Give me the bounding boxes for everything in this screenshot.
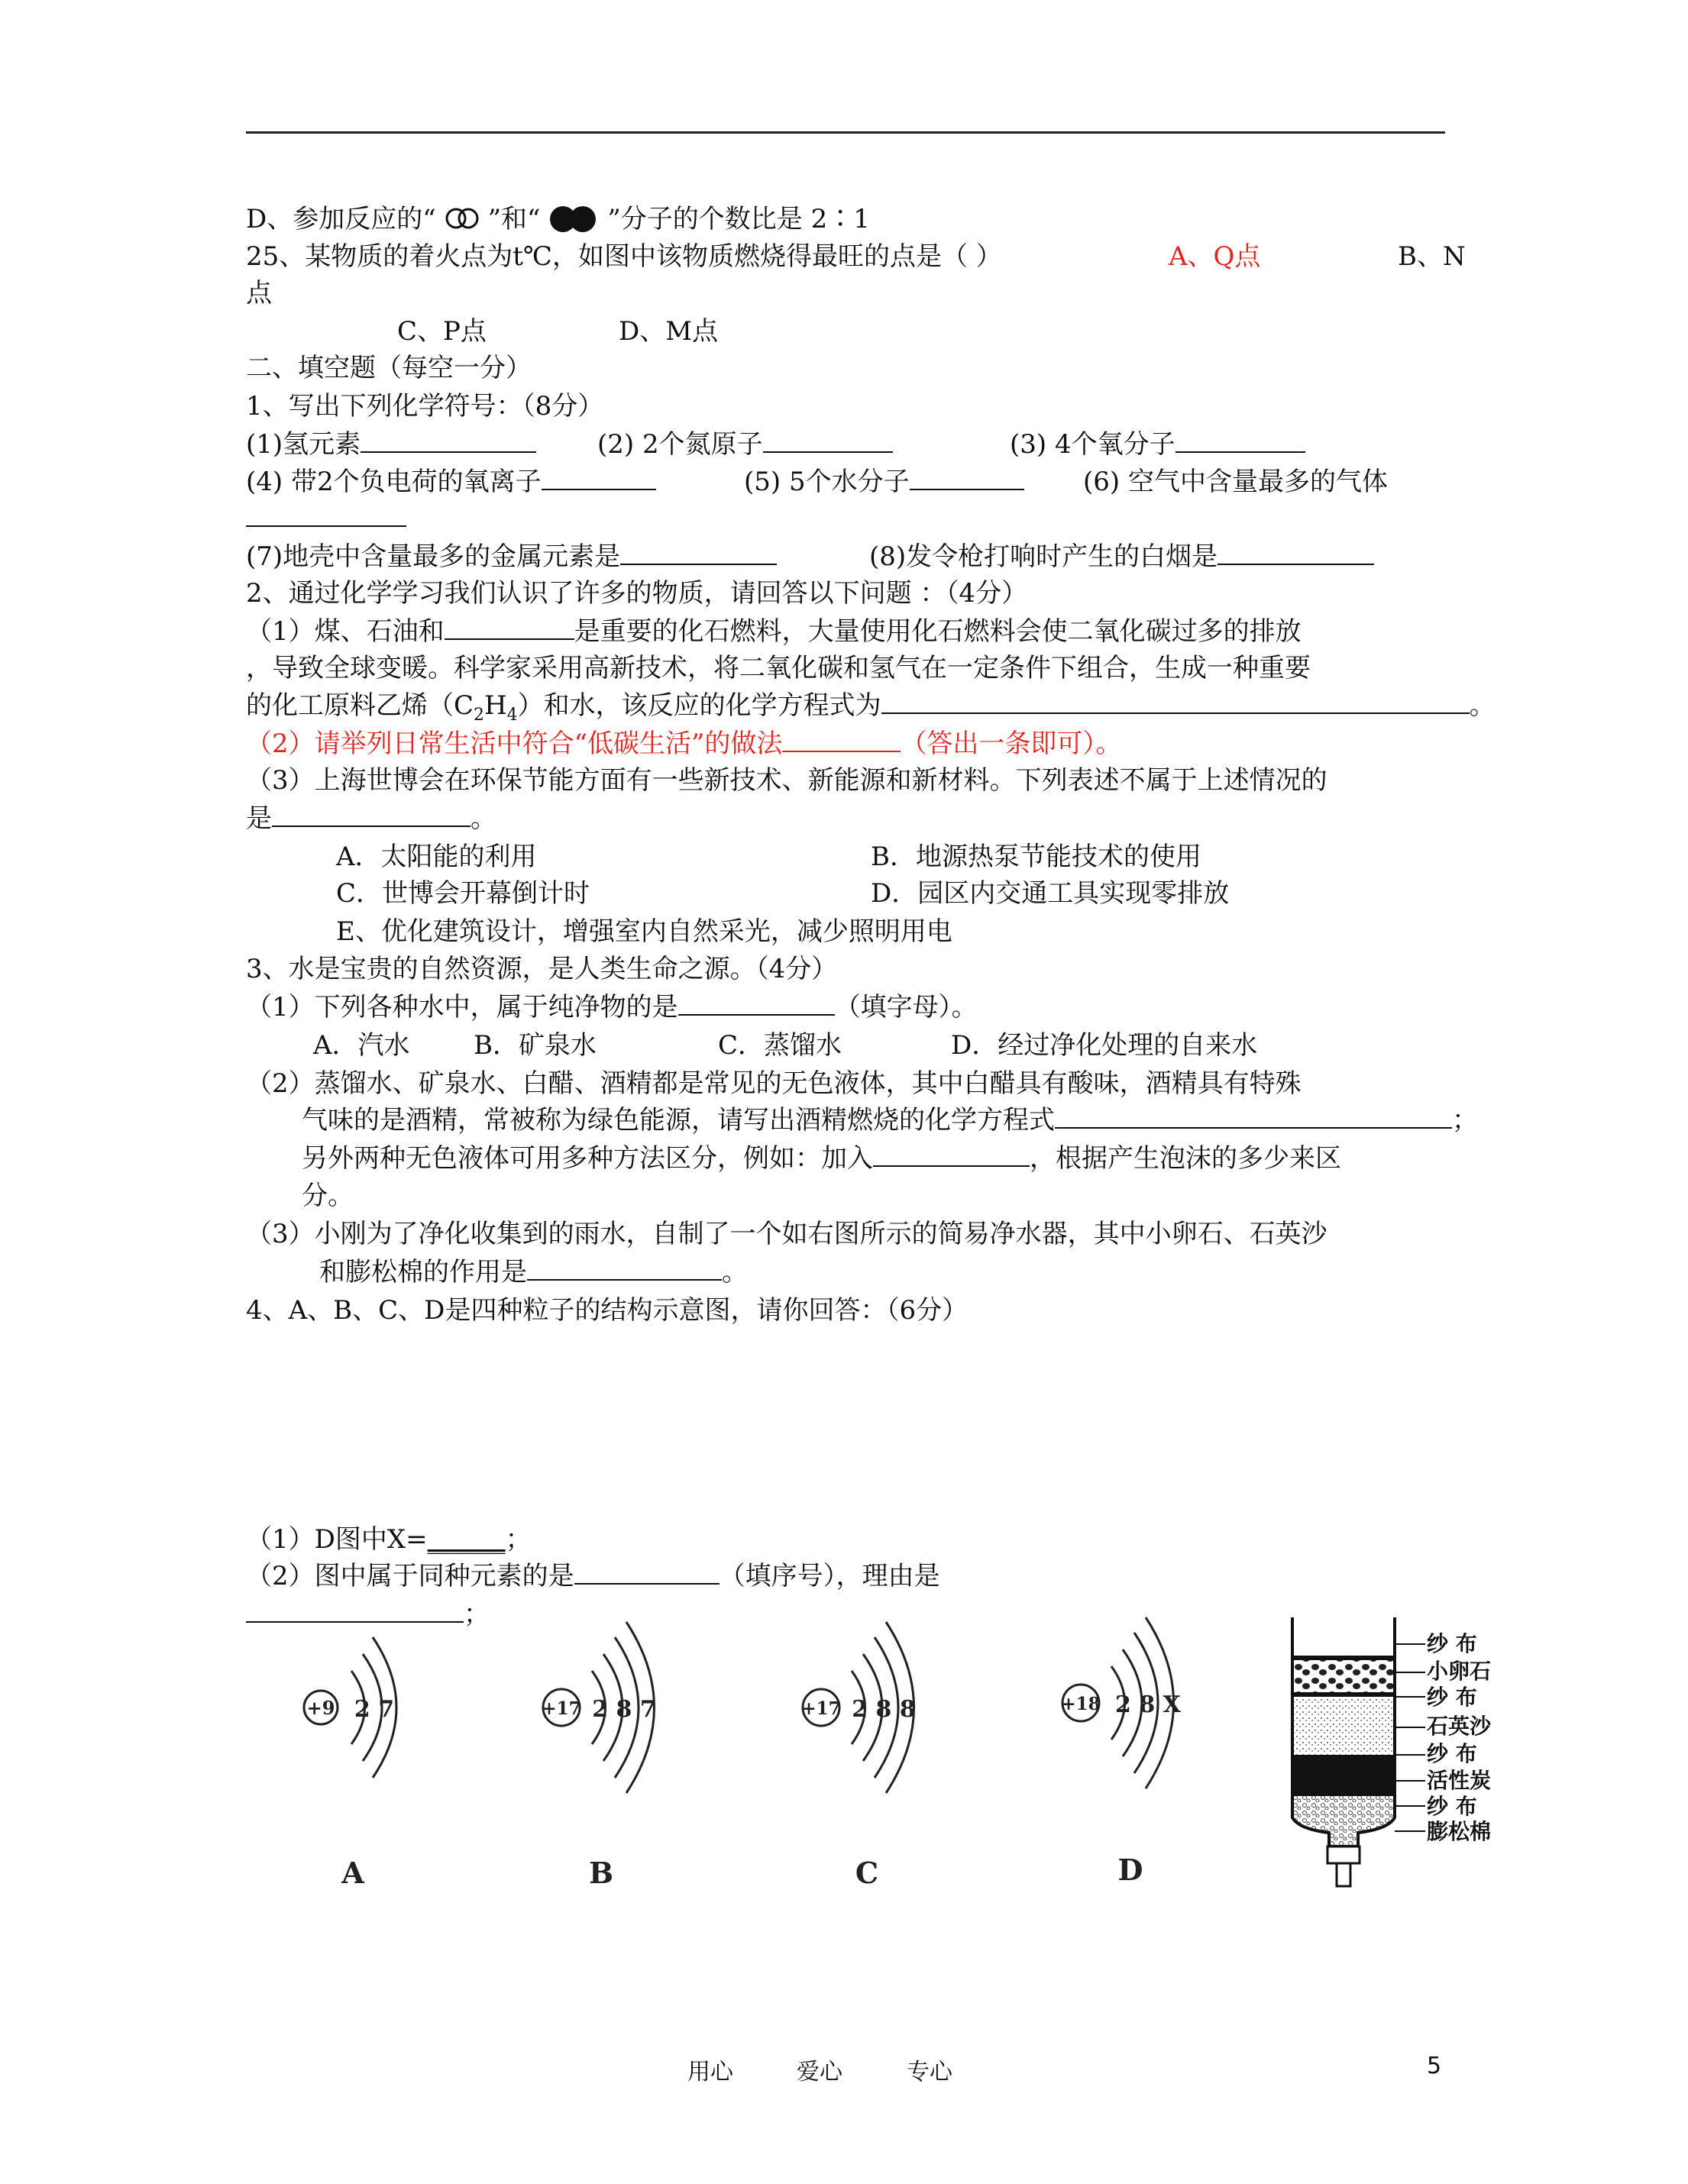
q1-title: 1、写出下列化学符号：（8分） [246,391,604,422]
q3-option-c: C．蒸馏水 [718,1030,842,1061]
filter-label: 石英沙 [1427,1714,1492,1739]
nucleus-label: +17 [801,1698,841,1719]
q2-part1-line2: ，导致全球变暖。科学家采用高新技术，将二氧化碳和氢气在一定条件下组合，生成一种重要 [246,653,1311,683]
q4-title: 4、A、B、C、D是四种粒子的结构示意图，请你回答：（6分） [246,1295,968,1326]
q2-option-d: D．园区内交通工具实现零排放 [871,878,1230,909]
footer-text-3: 专心 [907,2059,952,2085]
section-title: 二、填空题（每空一分） [246,353,532,383]
q4-part3: ； [246,1596,490,1633]
answer-blank[interactable]: ______ [427,1524,506,1555]
q4-part2: （2）图中属于同种元素的是 （填序号），理由是 [246,1558,940,1594]
diagram-label: C [855,1856,879,1890]
q3-part1: （1）下列各种水中，属于纯净物的是 （填字母）。 [246,989,978,1026]
filter-label: 活性炭 [1427,1768,1492,1793]
q3-part2-line4: 分。 [302,1181,354,1211]
filter-label: 纱 布 [1427,1741,1477,1766]
q2-option-e: E、优化建筑设计，增强室内自然采光，减少照明用电 [336,916,952,947]
q3-part2-line2: 气味的是酒精，常被称为绿色能源，请写出酒精燃烧的化学方程式 ； [302,1102,1478,1139]
water-filter-diagram [1292,1617,1492,1886]
nucleus-label: +18 [1061,1694,1101,1714]
q2-option-b: B．地源热泵节能技术的使用 [871,842,1201,872]
atom-c [801,1622,915,1890]
footer-text-2: 爱心 [797,2059,842,2085]
diagram-label: B [588,1856,614,1890]
q25-option-c: C、P点 [397,316,487,347]
q25-option-d: D、M点 [619,316,719,347]
q24-option-d: D、参加反应的“ ”和“ ”分子的个数比是 2∶1 [246,204,870,234]
shell-electrons: 2 8 8 [852,1696,916,1723]
q2-option-a: A．太阳能的利用 [336,842,537,872]
q2-part3-line2: 是 。 [246,800,496,837]
q2-part1-line3: 的化工原料乙烯$(C_2H_4)$和水，该反应的化学方程式为 。 [246,687,1496,734]
q25-option-b: B、N [1398,241,1466,272]
q2-option-c: C．世博会开幕倒计时 [336,878,590,909]
q1-item-6: (6) 空气中含量最多的气体 [1083,467,1388,497]
q3-part3-line1: （3）小刚为了净化收集到的雨水，自制了一个如右图所示的简易净水器，其中小卵石、石英沙 [246,1219,1327,1249]
q1-item-3: (3) 4个氧分子 [1010,426,1305,463]
diagram-label: A [341,1856,364,1890]
filter-label: 小卵石 [1427,1659,1492,1684]
q3-part2-line3: 另外两种无色液体可用多种方法区分，例如：加入 ，根据产生泡沫的多少来区 [302,1140,1341,1177]
q25-answer: A、Q点 [1169,241,1261,272]
filter-label: 膨松棉 [1427,1819,1492,1844]
q3-part2-line1: （2）蒸馏水、矿泉水、白醋、酒精都是常见的无色液体，其中白醋具有酸味，酒精具有特殊 [246,1068,1302,1099]
q25-option-b-cont: 点 [246,278,272,309]
filter-label: 纱 布 [1427,1631,1477,1656]
shell-electrons: 2 8 7 [592,1696,656,1723]
atom-a [304,1637,396,1890]
shell-electrons: 2 8 X [1115,1691,1181,1718]
page-number: 5 [1427,2053,1442,2079]
q1-item-8: (8)发令枪打响时产生的白烟是 [869,538,1374,575]
q25-stem: 25、某物质的着火点为t℃，如图中该物质燃烧得最旺的点是（ ） [246,241,1002,272]
filter-label: 纱 布 [1427,1685,1477,1710]
atom-b [542,1622,655,1890]
nucleus-label: +17 [542,1698,581,1719]
q3-option-b: B．矿泉水 [474,1030,597,1061]
q1-item-2: (2) 2个氮原子 [597,426,893,463]
atom-d [1061,1617,1181,1887]
q1-item-7: (7)地壳中含量最多的金属元素是 [246,538,777,575]
q3-part3-line2: 和膨松棉的作用是 。 [319,1254,748,1291]
shell-electrons: 2 7 [354,1696,395,1723]
q1-item-4: (4) 带2个负电荷的氧离子 [246,464,656,500]
q3-title: 3、水是宝贵的自然资源，是人类生命之源。（4分） [246,954,838,984]
q3-option-d: D．经过净化处理的自来水 [951,1030,1258,1061]
q2-part3-line1: （3）上海世博会在环保节能方面有一些新技术、新能源和新材料。下列表述不属于上述情况的 [246,765,1327,796]
nucleus-label: +9 [306,1697,335,1719]
q2-part2: （2）请举列日常生活中符合“低碳生活”的做法 （答出一条即可）。 [246,725,1121,762]
q4-part1: （1）D图中X=______； [246,1524,532,1555]
q3-option-a: A．汽水 [313,1030,410,1061]
q1-item-1: (1)氢元素 [246,426,536,463]
diagram-label: D [1117,1853,1143,1887]
footer-text-1: 用心 [687,2059,733,2085]
q2-part1-line1: （1）煤、石油和 是重要的化石燃料，大量使用化石燃料会使二氧化碳过多的排放 [246,613,1302,650]
q2-title: 2、通过化学学习我们认识了许多的物质，请回答以下问题 ：（4分） [246,578,1028,609]
filter-label: 纱 布 [1427,1794,1477,1819]
q1-item-5: (5) 5个水分子 [744,464,1024,500]
